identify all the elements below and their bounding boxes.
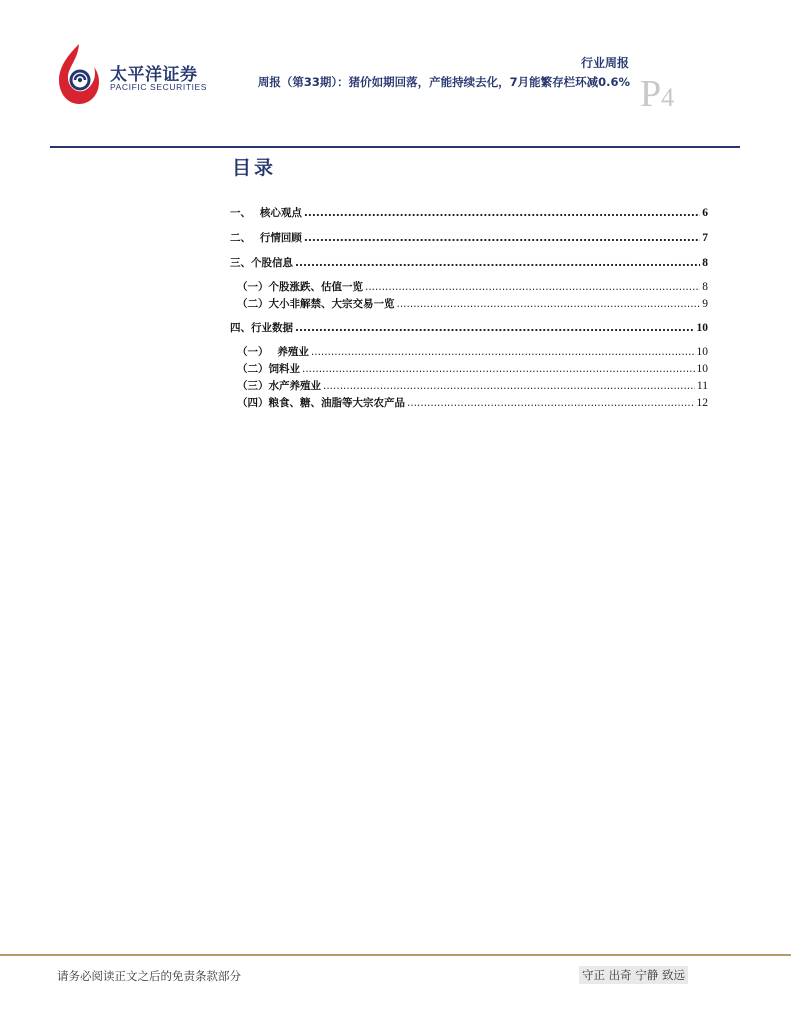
toc-entry-page: 12	[696, 397, 708, 409]
toc-leader-dots	[365, 281, 700, 293]
report-title: 周报（第33期）：猪价如期回落，产能持续去化，7月能繁存栏环减0.6%	[257, 75, 630, 89]
toc-entry-label: 三、个股信息	[230, 257, 293, 269]
toc-heading: 目录	[232, 157, 277, 179]
toc-entry-label: 一、 核心观点	[230, 207, 302, 219]
footer-disclaimer: 请务必阅读正文之后的免责条款部分	[57, 969, 241, 983]
report-type-label: 行业周报	[580, 56, 629, 70]
page-number-prefix: P	[640, 73, 662, 115]
toc-entry-label: 二、 行情回顾	[230, 232, 302, 244]
toc-entry[interactable]	[230, 320, 708, 335]
toc-entry-label: （一） 养殖业	[237, 346, 309, 358]
toc-leader-dots	[323, 380, 695, 392]
toc-entry[interactable]	[230, 296, 708, 311]
toc-leader-dots	[311, 346, 695, 358]
toc-entry-page: 10	[696, 322, 708, 334]
footer-divider	[0, 954, 791, 956]
toc-entry-label: （二）饲料业	[237, 363, 300, 375]
toc-leader-dots	[302, 363, 695, 375]
page-number	[640, 72, 674, 116]
toc-leader-dots	[295, 257, 700, 269]
toc-entry-page: 11	[696, 380, 708, 392]
toc-entry-page: 10	[696, 346, 708, 358]
toc-entry-label: （一）个股涨跌、估值一览	[237, 281, 363, 293]
logo-english-name: PACIFIC SECURITIES	[110, 82, 208, 92]
toc-entry[interactable]	[230, 279, 708, 294]
toc-entry[interactable]	[230, 395, 708, 410]
toc-leader-dots	[397, 298, 701, 310]
header-divider	[50, 146, 740, 148]
pacific-securities-logo-icon	[53, 40, 105, 108]
toc-entry-label: （二）大小非解禁、大宗交易一览	[237, 298, 395, 310]
toc-leader-dots	[407, 397, 695, 409]
toc-entry-label: （四）粮食、糖、油脂等大宗农产品	[237, 397, 405, 409]
toc-entry[interactable]	[230, 255, 708, 270]
toc-entry[interactable]	[230, 361, 708, 376]
toc-entry-page: 9	[702, 298, 708, 310]
toc-entry-page: 8	[702, 281, 708, 293]
toc-entry-page: 7	[702, 232, 708, 244]
toc-entry[interactable]	[230, 344, 708, 359]
toc-leader-dots	[295, 322, 695, 334]
toc-entry-label: 四、行业数据	[230, 322, 293, 334]
toc-entry[interactable]	[230, 230, 708, 245]
toc-entry[interactable]	[230, 378, 708, 393]
toc-leader-dots	[304, 207, 700, 219]
toc-entry-page: 10	[696, 363, 708, 375]
toc-leader-dots	[304, 232, 700, 244]
logo-chinese-name: 太平洋证券	[110, 65, 198, 85]
toc-entry-label: （三）水产养殖业	[237, 380, 321, 392]
toc-entry-page: 6	[702, 207, 708, 219]
company-logo	[53, 40, 218, 110]
toc-entry-page: 8	[702, 257, 708, 269]
page-number-value: 4	[661, 83, 675, 112]
footer-motto: 守正 出奇 宁静 致远	[579, 966, 688, 984]
toc-entry[interactable]	[230, 205, 708, 220]
